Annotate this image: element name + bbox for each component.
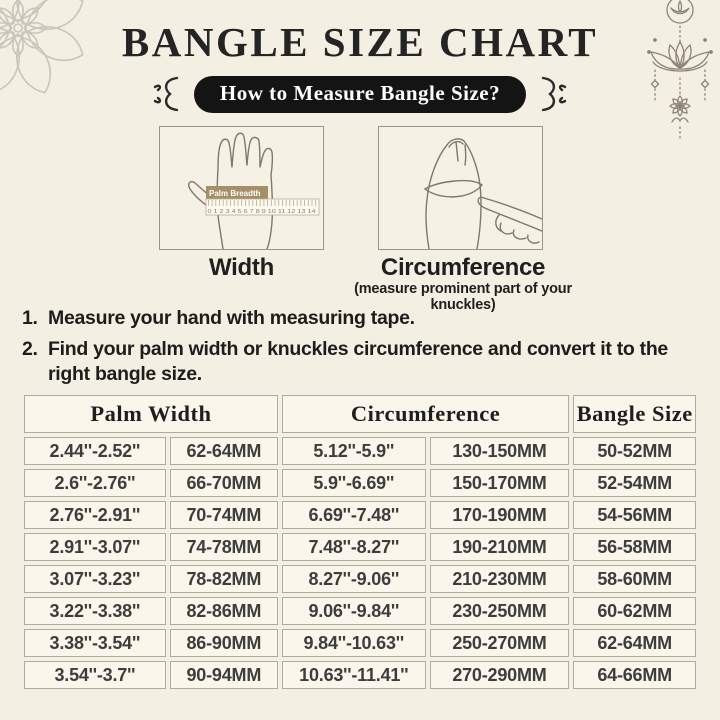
instruction-number: 2. [22,338,38,361]
instruction-number: 1. [22,307,38,329]
col-header-bangle-size: Bangle Size [573,395,696,433]
ruler-label: Palm Breadth [209,188,261,198]
table-cell: 3.54''-3.7'' [24,661,166,689]
table-row [24,469,696,497]
table-cell: 2.44''-2.52'' [24,437,166,465]
circumference-caption [343,254,583,313]
table-cell: 2.91''-3.07'' [24,533,166,561]
instruction-text: Find your palm width or knuckles circumference and convert it to the right bangle size. [48,338,668,385]
table-cell: 3.22''-3.38'' [24,597,166,625]
width-illustration [159,126,324,250]
table-cell: 8.27''-9.06'' [282,565,426,593]
table-cell: 56-58MM [573,533,696,561]
table-cell: 9.84''-10.63'' [282,629,426,657]
flourish-right-icon [539,74,569,114]
table-cell: 86-90MM [170,629,278,657]
badge-row [0,74,720,114]
table-cell: 10.63''-11.41'' [282,661,426,689]
table-cell: 9.06''-9.84'' [282,597,426,625]
table-cell: 90-94MM [170,661,278,689]
table-row [24,629,696,657]
table-cell: 5.9''-6.69'' [282,469,426,497]
table-cell: 250-270MM [430,629,570,657]
table-cell: 78-82MM [170,565,278,593]
circumference-caption-note: (measure prominent part of your knuckles) [354,281,572,313]
table-cell: 3.38''-3.54'' [24,629,166,657]
table-cell: 6.69''-7.48'' [282,501,426,529]
table-cell: 50-52MM [573,437,696,465]
table-cell: 210-230MM [430,565,570,593]
table-row [24,437,696,465]
table-cell: 54-56MM [573,501,696,529]
table-cell: 74-78MM [170,533,278,561]
table-cell: 62-64MM [573,629,696,657]
table-cell: 2.6''-2.76'' [24,469,166,497]
col-header-circumference: Circumference [282,395,569,433]
table-cell: 66-70MM [170,469,278,497]
circumference-caption-label: Circumference [380,254,546,281]
table-cell: 130-150MM [430,437,570,465]
table-cell: 150-170MM [430,469,570,497]
circumference-illustration [378,126,543,250]
table-row [24,661,696,689]
instructions-list [22,306,698,393]
how-to-measure-badge: How to Measure Bangle Size? [194,76,526,113]
table-row [24,565,696,593]
instruction-text: Measure your hand with measuring tape. [48,307,415,329]
page-title: BANGLE SIZE CHART [121,19,599,65]
table-row [24,597,696,625]
table-row [24,533,696,561]
table-cell: 5.12''-5.9'' [282,437,426,465]
table-cell: 58-60MM [573,565,696,593]
table-cell: 52-54MM [573,469,696,497]
table-header-row [24,395,696,433]
table-cell: 62-64MM [170,437,278,465]
instruction-item [22,337,698,386]
ruler-numbers: 0 1 2 3 4 5 6 7 8 9 10 11 12 13 14 [207,209,316,215]
table-cell: 70-74MM [170,501,278,529]
col-header-palm-width: Palm Width [24,395,278,433]
table-cell: 190-210MM [430,533,570,561]
table-cell: 230-250MM [430,597,570,625]
table-cell: 82-86MM [170,597,278,625]
flourish-left-icon [151,74,181,114]
table-cell: 170-190MM [430,501,570,529]
table-cell: 64-66MM [573,661,696,689]
table-cell: 7.48''-8.27'' [282,533,426,561]
size-table [20,391,700,693]
table-cell: 2.76''-2.91'' [24,501,166,529]
table-row [24,501,696,529]
table-cell: 270-290MM [430,661,570,689]
table-cell: 60-62MM [573,597,696,625]
table-cell: 3.07''-3.23'' [24,565,166,593]
width-caption: Width [209,254,274,281]
instruction-item [22,306,698,330]
